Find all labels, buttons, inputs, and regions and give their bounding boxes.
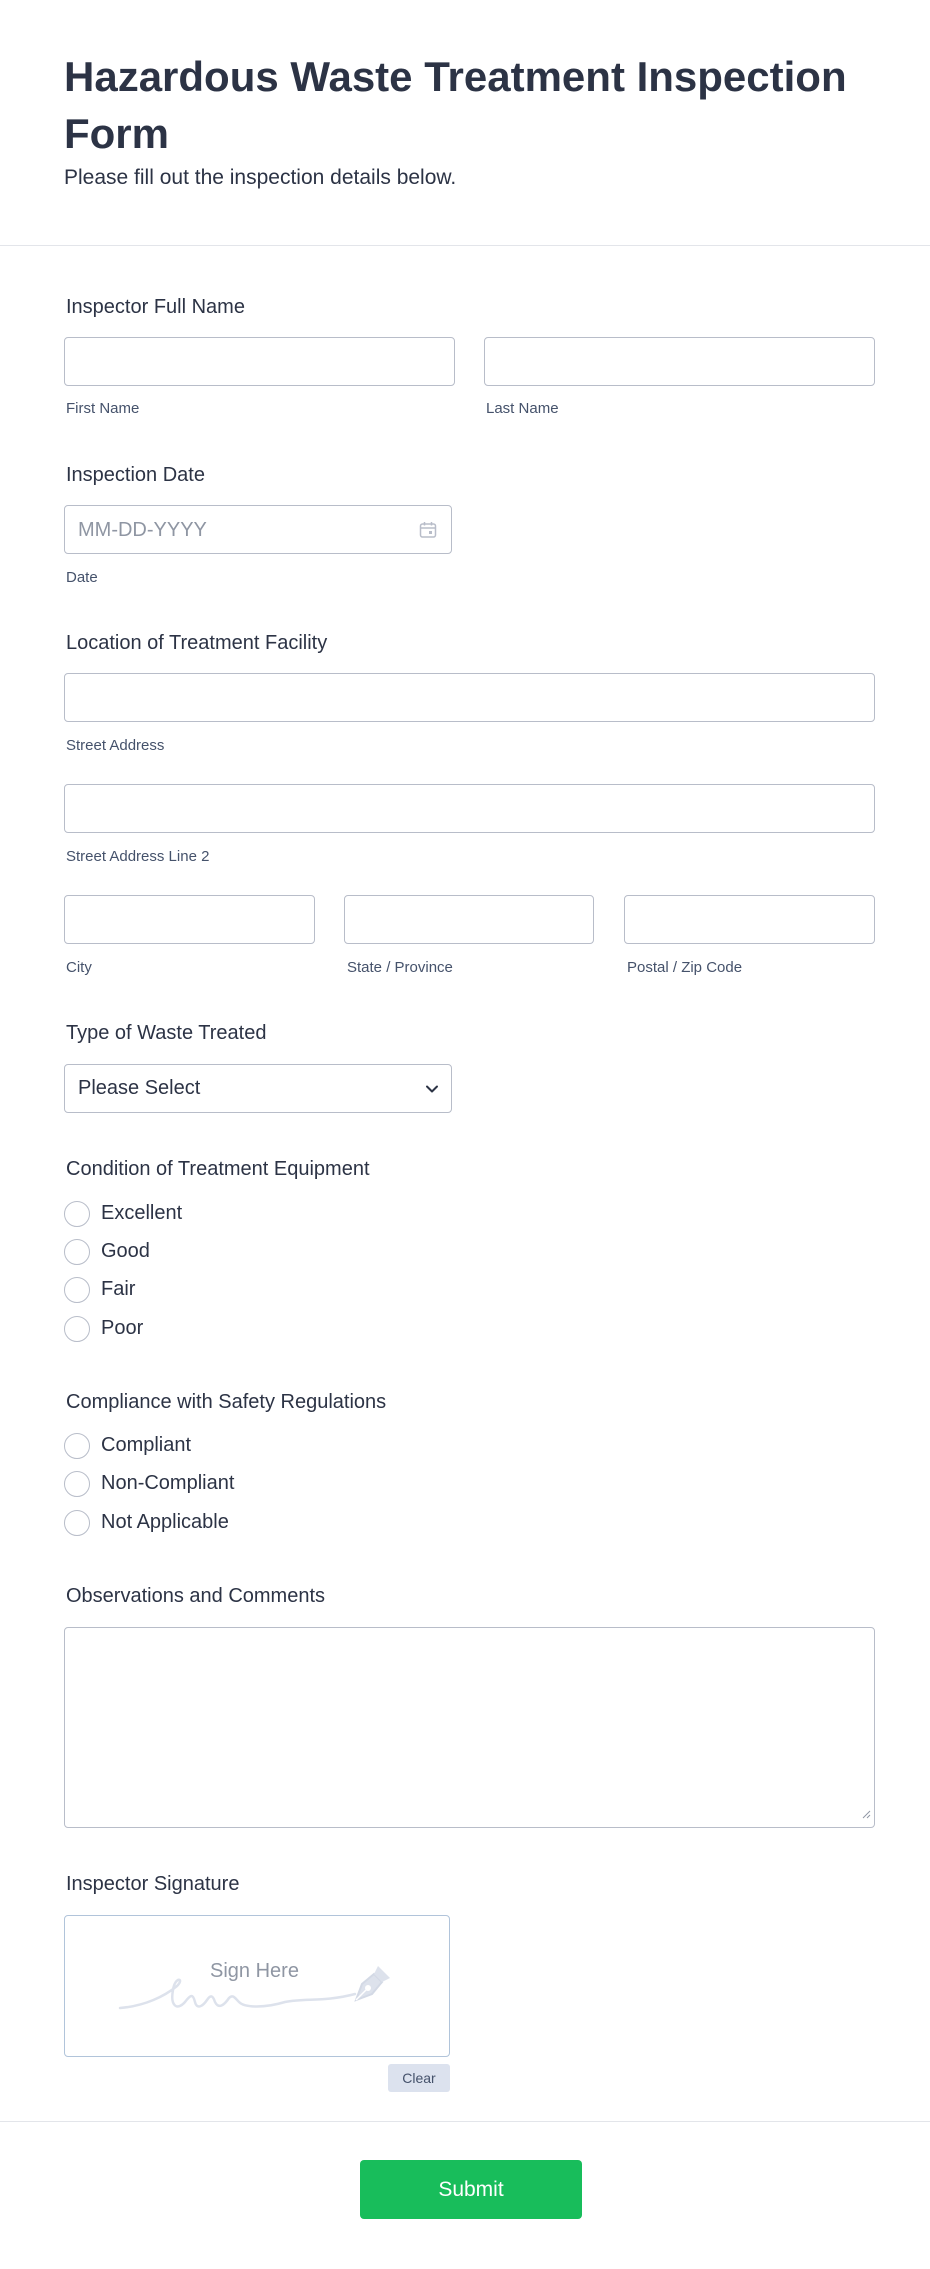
radio-label: Fair [101, 1278, 136, 1300]
zip-sublabel: Postal / Zip Code [627, 959, 743, 976]
radio-option-poor[interactable] [64, 1316, 364, 1342]
page-title: Hazardous Waste Treatment Inspection Form [64, 53, 847, 157]
state-sublabel: State / Province [347, 959, 453, 976]
inspection-date-label: Inspection Date [66, 464, 205, 486]
radio-option-good[interactable] [64, 1239, 364, 1265]
page-subtitle: Please fill out the inspection details below. [64, 166, 457, 189]
resize-handle-icon[interactable] [861, 1806, 871, 1824]
equipment-condition-label: Condition of Treatment Equipment [66, 1158, 370, 1180]
radio-option-non-compliant[interactable] [64, 1471, 364, 1497]
radio-button[interactable] [64, 1471, 90, 1497]
clear-signature-button[interactable]: Clear [388, 2064, 450, 2092]
city-input[interactable] [64, 895, 315, 944]
waste-type-label: Type of Waste Treated [66, 1022, 267, 1044]
radio-button[interactable] [64, 1201, 90, 1227]
radio-label: Non-Compliant [101, 1472, 235, 1494]
radio-label: Poor [101, 1317, 144, 1339]
radio-button[interactable] [64, 1316, 90, 1342]
calendar-icon[interactable] [419, 521, 437, 544]
observations-label: Observations and Comments [66, 1585, 326, 1607]
radio-option-compliant[interactable] [64, 1433, 364, 1459]
radio-label: Excellent [101, 1202, 183, 1224]
signature-pad[interactable] [64, 1915, 450, 2057]
state-input[interactable] [344, 895, 594, 944]
signature-label: Inspector Signature [66, 1873, 240, 1895]
chevron-down-icon [425, 1082, 439, 1101]
observations-textarea[interactable] [64, 1627, 875, 1828]
radio-option-fair[interactable] [64, 1277, 364, 1303]
first-name-input[interactable] [64, 337, 455, 386]
date-placeholder: MM-DD-YYYY [78, 519, 207, 541]
radio-label: Good [101, 1240, 150, 1262]
street-address-line2-input[interactable] [64, 784, 875, 833]
radio-button[interactable] [64, 1433, 90, 1459]
street-address-input[interactable] [64, 673, 875, 722]
submit-button[interactable]: Submit [360, 2160, 582, 2219]
waste-type-select[interactable] [64, 1064, 452, 1113]
pen-nib-icon [350, 1960, 394, 2009]
footer-divider [0, 2121, 930, 2122]
radio-label: Compliant [101, 1434, 192, 1456]
signature-placeholder: Sign Here [210, 1960, 299, 1982]
form-header [0, 0, 930, 246]
radio-button[interactable] [64, 1277, 90, 1303]
compliance-label: Compliance with Safety Regulations [66, 1391, 387, 1413]
city-sublabel: City [66, 959, 92, 976]
street-address-sublabel: Street Address [66, 737, 165, 754]
last-name-input[interactable] [484, 337, 875, 386]
radio-button[interactable] [64, 1239, 90, 1265]
last-name-sublabel: Last Name [486, 400, 559, 417]
radio-option-excellent[interactable] [64, 1201, 364, 1227]
zip-input[interactable] [624, 895, 875, 944]
waste-type-selected: Please Select [78, 1077, 201, 1099]
location-label: Location of Treatment Facility [66, 632, 328, 654]
radio-button[interactable] [64, 1510, 90, 1536]
radio-label: Not Applicable [101, 1511, 229, 1533]
inspector-name-label: Inspector Full Name [66, 296, 245, 318]
street-address-line2-sublabel: Street Address Line 2 [66, 848, 210, 865]
date-sublabel: Date [66, 569, 98, 586]
radio-option-not-applicable[interactable] [64, 1510, 364, 1536]
date-input[interactable] [64, 505, 452, 554]
first-name-sublabel: First Name [66, 400, 140, 417]
